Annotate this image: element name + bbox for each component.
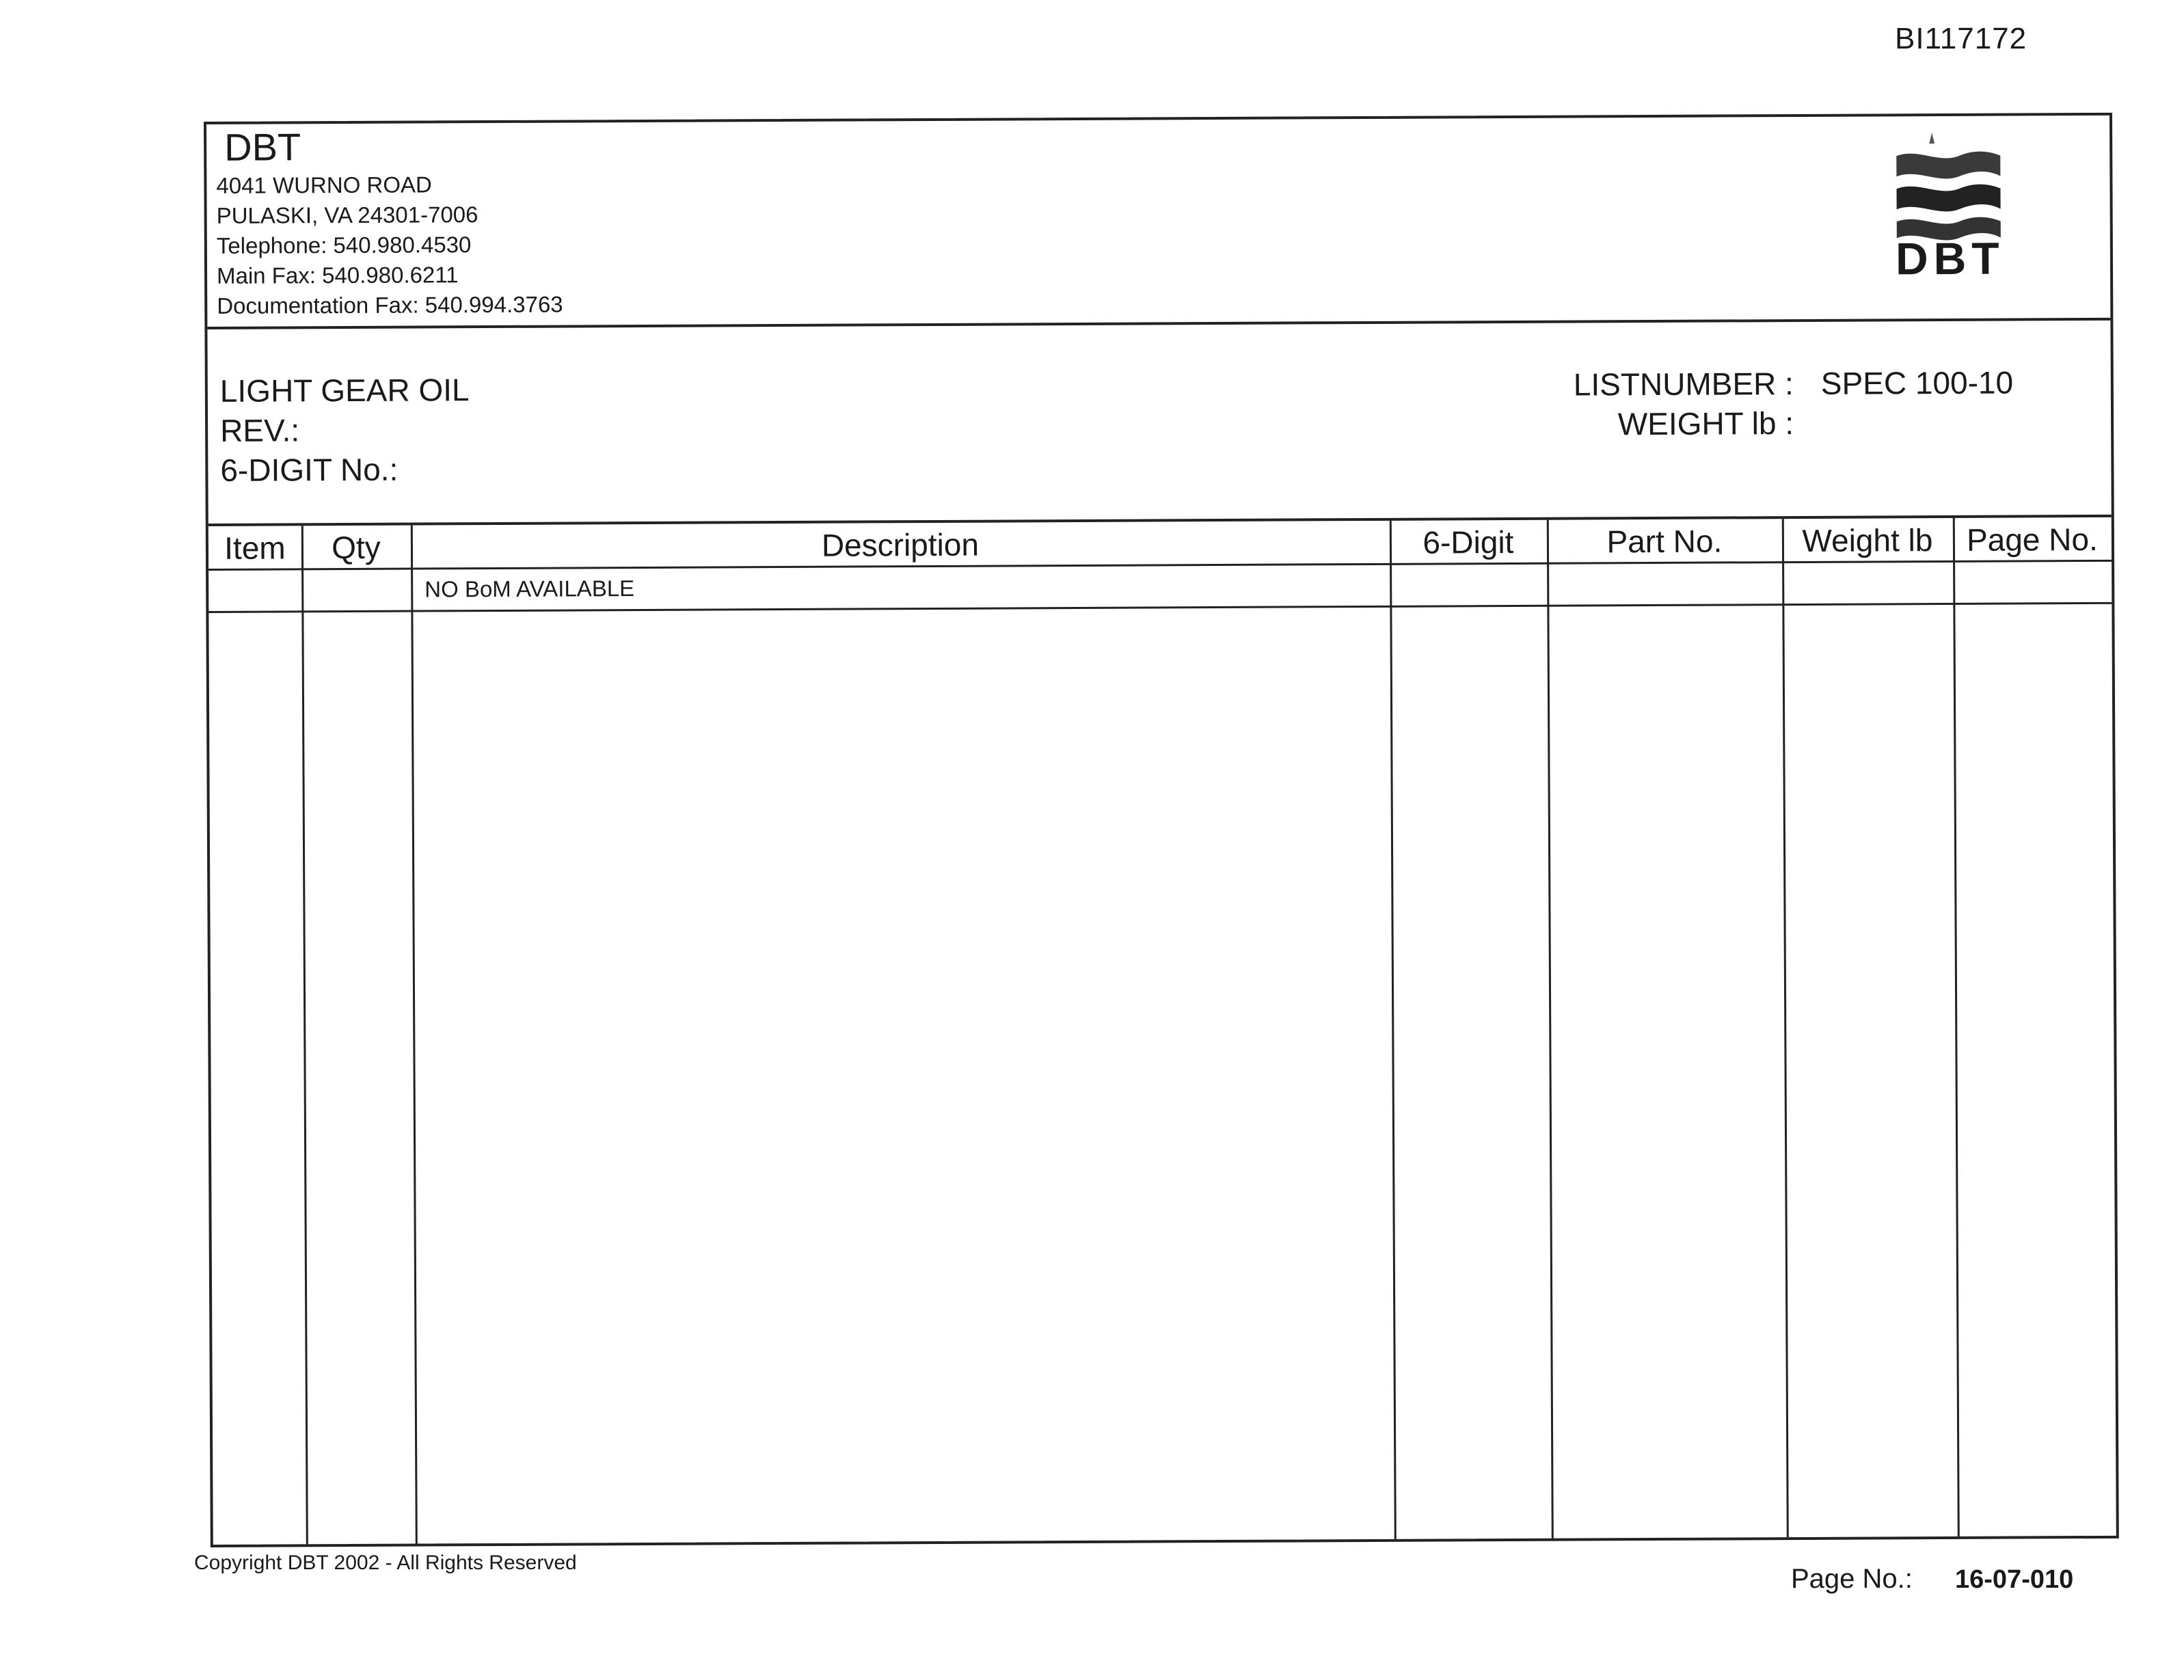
company-name: DBT: [224, 125, 301, 169]
footer-page-number: 16-07-010: [1955, 1565, 2074, 1594]
telephone: Telephone: 540.980.4530: [216, 232, 472, 258]
column-header-six-digit: 6-Digit: [1423, 524, 1514, 560]
column-divider: [1953, 518, 1960, 1536]
bom-table: [208, 515, 2116, 1545]
footer-page-label: Page No.:: [1791, 1564, 1913, 1594]
column-divider: [1782, 519, 1789, 1537]
main-fax: Main Fax: 540.980.6211: [216, 262, 459, 288]
column-header-page-no: Page No.: [1966, 521, 2098, 558]
document-id: BI117172: [1895, 22, 2027, 55]
column-divider: [301, 526, 308, 1544]
six-digit-label: 6-DIGIT No.:: [220, 451, 399, 488]
listnumber-label: LISTNUMBER :: [1573, 366, 1794, 403]
documentation-fax: Documentation Fax: 540.994.3763: [217, 291, 563, 319]
bom-form: [204, 113, 2119, 1547]
rev-label: REV.:: [220, 412, 300, 448]
column-header-item: Item: [224, 530, 286, 566]
product-title: LIGHT GEAR OIL: [219, 372, 470, 409]
column-divider: [411, 526, 418, 1544]
table-row-description: NO BoM AVAILABLE: [424, 575, 635, 602]
listnumber-value: SPEC 100-10: [1820, 364, 2014, 401]
column-header-qty: Qty: [332, 529, 381, 566]
column-divider: [1547, 520, 1554, 1539]
column-header-part-no: Part No.: [1606, 523, 1723, 560]
weight-label: WEIGHT lb :: [1617, 405, 1794, 442]
logo-wordmark: DBT: [1895, 232, 2005, 284]
title-block: [207, 318, 2111, 524]
column-divider: [1390, 521, 1397, 1539]
header-section: [206, 116, 2110, 329]
column-header-description: Description: [821, 526, 980, 563]
copyright-notice: Copyright DBT 2002 - All Rights Reserved: [194, 1552, 577, 1574]
address-street: 4041 WURNO ROAD: [216, 172, 432, 198]
address-city: PULASKI, VA 24301-7006: [216, 202, 478, 228]
column-header-weight: Weight lb: [1802, 522, 1933, 558]
